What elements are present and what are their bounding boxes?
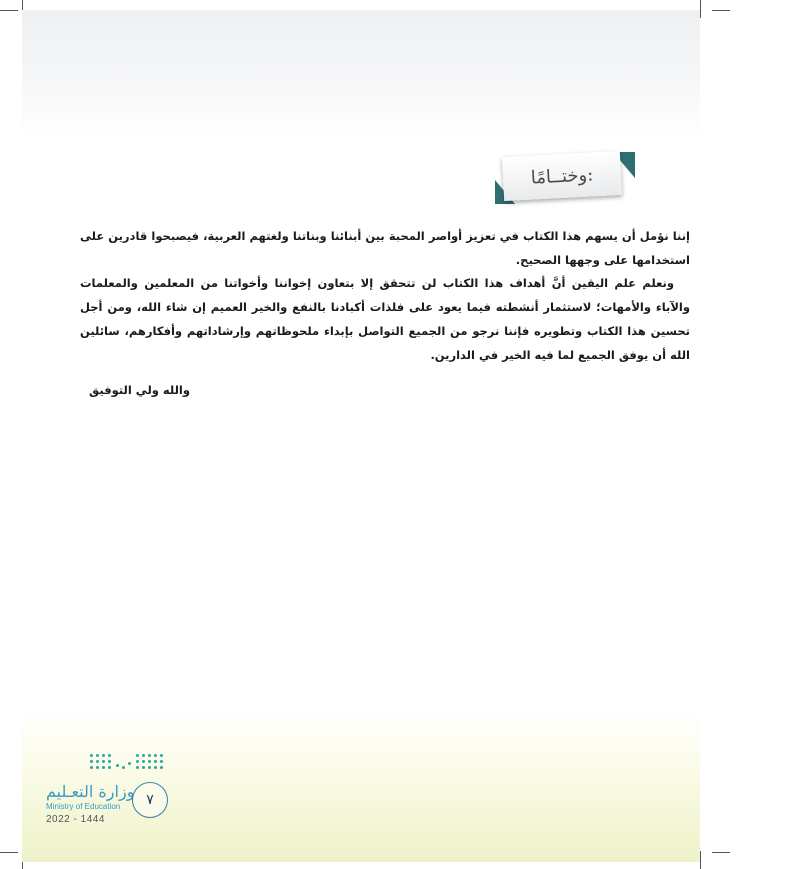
heading-card [502,151,622,201]
crop-mark [0,852,18,853]
crop-mark [712,10,730,11]
crop-mark [700,0,701,18]
ministry-name-english: Ministry of Education [46,802,121,811]
crop-mark [0,10,18,11]
ministry-logo [46,750,196,840]
closing-line: والله ولي التوفيق [89,383,190,397]
section-heading [493,146,635,206]
paragraph-1: إننا نؤمل أن يسهم هذا الكتاب في تعزيز أواصر المحبة بين أبنائنا وبناتنا ولغتهم العربية، فيصبحوا قادرين على استخدامها على وجهها الصحيح. [80,229,690,267]
ministry-name-arabic: وزارة التعـليم [46,782,135,801]
crop-mark [700,851,701,869]
crop-mark [712,852,730,853]
paragraph-2: ونعلم علم اليقين أنَّ أهداف هذا الكتاب لن تتحقق إلا بتعاون إخواننا وأخواتنا من المعلمين والمعلمات والآباء والأمهات؛ لاستثمار أنشطته فيما يعود على فلذات أكبادنا بالنفع والخير العميم إن شاء الله، ومن أجل تحسين هذا الكتاب وتطويره فإننا نرجو من الجميع التواصل بإبداء ملحوظاتهم وإرشاداتهم وأفكارهم، سائلين الله أن يوفق الجميع لما فيه الخير في الدارين. [80,276,690,362]
book-page [22,10,700,862]
edition-year: 2022 - 1444 [46,814,105,825]
heading-title: وختــامًا: [530,163,594,189]
logo-dots-icon [90,754,170,778]
page-number: ٧ [132,782,168,818]
